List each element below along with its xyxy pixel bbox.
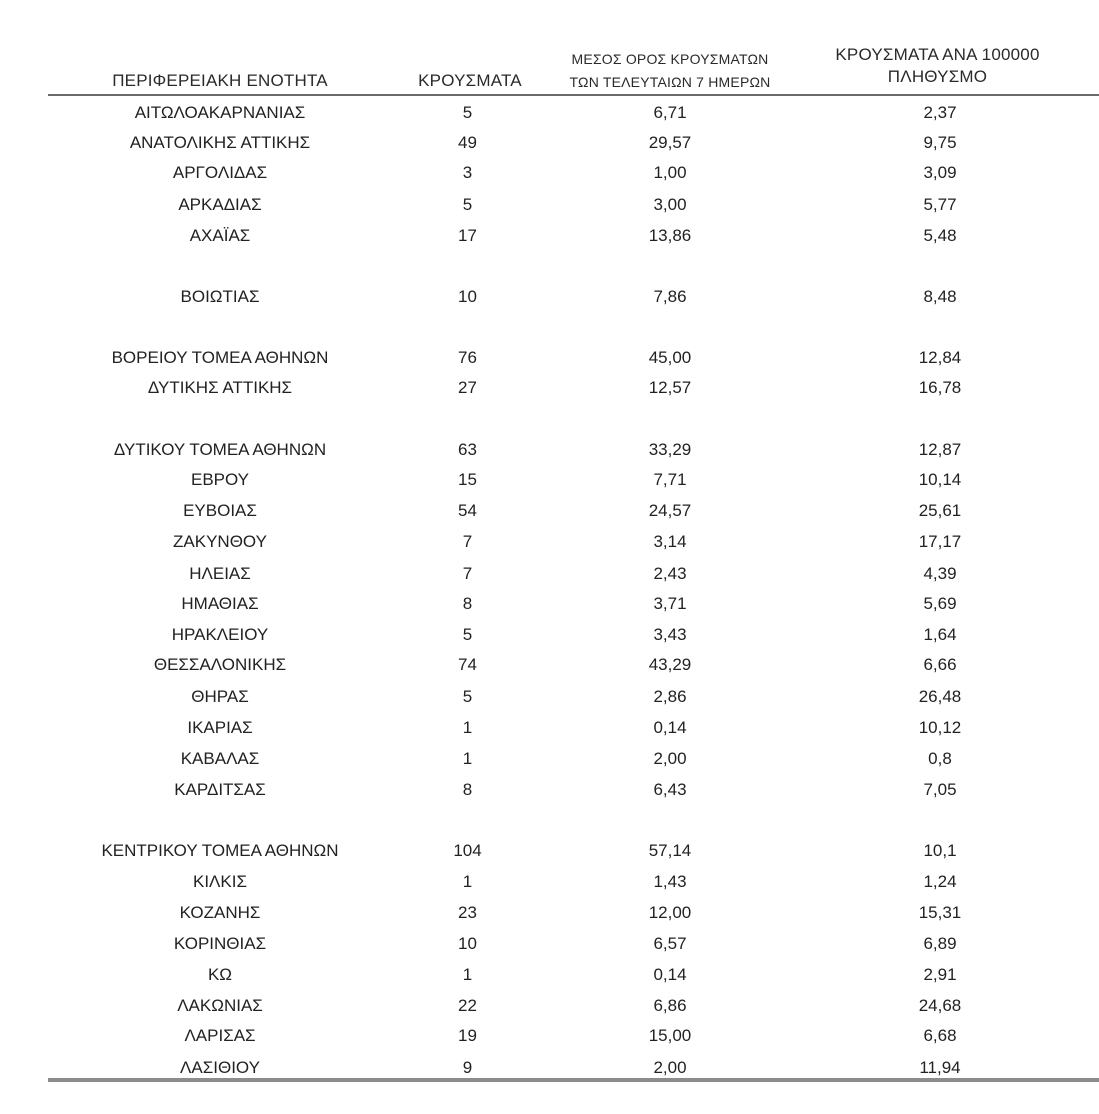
header-rate-line1: ΚΡΟΥΣΜΑΤΑ ΑΝΑ 100000 [835, 45, 1040, 64]
table-row [50, 100, 1090, 126]
cell-cases: 10 [458, 934, 477, 953]
cell-average: 12,00 [648, 903, 692, 922]
cell-region: ΑΝΑΤΟΛΙΚΗΣ ΑΤΤΙΚΗΣ [129, 133, 311, 152]
cell-rate: 12,84 [918, 348, 962, 367]
table-row [50, 993, 1090, 1019]
cell-average: 6,71 [653, 103, 687, 122]
cell-average: 3,00 [653, 195, 687, 214]
table-row [50, 869, 1090, 895]
header-average-line1: ΜΕΣΟΣ ΟΡΟΣ ΚΡΟΥΣΜΑΤΩΝ [571, 51, 769, 67]
table-row [50, 529, 1090, 555]
table-row [50, 498, 1090, 524]
cell-cases: 22 [458, 996, 477, 1015]
cell-average: 43,29 [648, 655, 692, 674]
cell-cases: 7 [462, 532, 473, 551]
cell-cases: 54 [458, 501, 477, 520]
cell-region: ΘΗΡΑΣ [191, 687, 249, 706]
cell-region: ΚΕΝΤΡΙΚΟΥ ΤΟΜΕΑ ΑΘΗΝΩΝ [101, 841, 339, 860]
table-row [50, 900, 1090, 926]
cell-rate: 1,24 [923, 872, 957, 891]
table-row [50, 652, 1090, 678]
cell-average: 1,00 [653, 163, 687, 182]
header-average [540, 48, 800, 94]
cell-cases: 74 [458, 655, 477, 674]
cell-region: ΕΒΡΟΥ [190, 470, 250, 489]
cell-average: 0,14 [653, 718, 687, 737]
cell-region: ΗΡΑΚΛΕΙΟΥ [171, 625, 269, 644]
cell-region: ΑΡΚΑΔΙΑΣ [178, 195, 262, 214]
cell-average: 33,29 [648, 440, 692, 459]
cell-rate: 6,89 [923, 934, 957, 953]
cell-average: 6,43 [653, 780, 687, 799]
cell-cases: 10 [458, 287, 477, 306]
table-row [50, 284, 1090, 310]
cell-region: ΑΙΤΩΛΟΑΚΑΡΝΑΝΙΑΣ [134, 103, 306, 122]
cell-region: ΗΛΕΙΑΣ [189, 564, 251, 583]
cell-average: 24,57 [648, 501, 692, 520]
cell-average: 3,43 [653, 625, 687, 644]
cell-region: ΘΕΣΣΑΛΟΝΙΚΗΣ [153, 655, 287, 674]
cell-region: ΖΑΚΥΝΘΟΥ [173, 532, 267, 551]
table-row [50, 192, 1090, 218]
cell-average: 7,86 [653, 287, 687, 306]
table-row [50, 467, 1090, 493]
table-row [50, 437, 1090, 463]
cell-cases: 5 [462, 687, 473, 706]
cell-rate: 17,17 [918, 532, 962, 551]
cell-cases: 3 [462, 163, 473, 182]
table-row [50, 130, 1090, 156]
cell-rate: 11,94 [919, 1058, 961, 1077]
cell-cases: 27 [458, 378, 477, 397]
cell-region: ΚΩ [207, 965, 233, 984]
cell-region: ΕΥΒΟΙΑΣ [183, 501, 257, 520]
cell-rate: 25,61 [918, 501, 962, 520]
cell-average: 2,86 [653, 687, 687, 706]
cell-region: ΙΚΑΡΙΑΣ [187, 718, 253, 737]
table-row [50, 931, 1090, 957]
header-region: ΠΕΡΙΦΕΡΕΙΑΚΗ ΕΝΟΤΗΤΑ [112, 71, 328, 90]
cell-cases: 9 [462, 1058, 473, 1077]
cell-rate: 7,05 [923, 780, 957, 799]
table-row [50, 746, 1090, 772]
cell-region: ΚΟΡΙΝΘΙΑΣ [173, 934, 267, 953]
cell-rate: 12,87 [918, 440, 962, 459]
cell-rate: 6,66 [923, 655, 957, 674]
cell-average: 2,00 [653, 749, 687, 768]
cell-rate: 4,39 [923, 564, 957, 583]
cell-region: ΔΥΤΙΚΟΥ ΤΟΜΕΑ ΑΘΗΝΩΝ [113, 440, 327, 459]
table-row [50, 715, 1090, 741]
cell-region: ΑΡΓΟΛΙΔΑΣ [172, 163, 268, 182]
table-row [50, 622, 1090, 648]
cell-average: 1,43 [653, 872, 687, 891]
table-row [50, 1023, 1090, 1049]
cell-rate: 24,68 [918, 996, 962, 1015]
header-rate-line2: ΠΛΗΘΥΣΜΟ [887, 67, 988, 86]
cell-region: ΗΜΑΘΙΑΣ [181, 594, 259, 613]
cell-rate: 8,48 [923, 287, 957, 306]
table-row [50, 684, 1090, 710]
table-row [50, 561, 1090, 587]
cell-cases: 5 [462, 103, 473, 122]
cell-region: ΚΙΛΚΙΣ [193, 872, 247, 891]
table-row [50, 223, 1090, 249]
cell-region: ΑΧΑΪΑΣ [189, 226, 251, 245]
cell-average: 0,14 [653, 965, 687, 984]
cell-average: 3,14 [653, 532, 687, 551]
cell-average: 45,00 [648, 348, 692, 367]
cell-region: ΚΑΡΔΙΤΣΑΣ [174, 780, 266, 799]
cell-average: 3,71 [653, 594, 687, 613]
cell-region: ΛΑΚΩΝΙΑΣ [177, 996, 263, 1015]
table-row [50, 591, 1090, 617]
table-row [50, 838, 1090, 864]
table-row [50, 777, 1090, 803]
cell-rate: 6,68 [923, 1026, 957, 1045]
cell-cases: 1 [462, 718, 473, 737]
table-row [50, 375, 1090, 401]
table-row [50, 160, 1090, 186]
header-cases: ΚΡΟΥΣΜΑΤΑ [418, 71, 522, 90]
cell-region: ΒΟΙΩΤΙΑΣ [180, 287, 260, 306]
cell-average: 12,57 [648, 378, 692, 397]
cell-average: 15,00 [648, 1026, 692, 1045]
cell-cases: 1 [462, 872, 473, 891]
table-row [50, 345, 1090, 371]
cell-average: 29,57 [648, 133, 692, 152]
cell-cases: 63 [458, 440, 477, 459]
cell-region: ΛΑΡΙΣΑΣ [184, 1026, 256, 1045]
cell-region: ΚΑΒΑΛΑΣ [180, 749, 260, 768]
cell-rate: 5,77 [923, 195, 957, 214]
cell-region: ΔΥΤΙΚΗΣ ΑΤΤΙΚΗΣ [147, 378, 293, 397]
cell-cases: 8 [462, 594, 473, 613]
cell-average: 2,43 [653, 564, 687, 583]
cell-rate: 15,31 [918, 903, 962, 922]
cell-cases: 49 [458, 133, 477, 152]
cell-cases: 5 [462, 625, 473, 644]
cell-rate: 3,09 [923, 163, 957, 182]
cell-average: 57,14 [648, 841, 692, 860]
header-average-line2: ΤΩΝ ΤΕΛΕΥΤΑΙΩΝ 7 ΗΜΕΡΩΝ [569, 74, 771, 90]
cell-rate: 26,48 [918, 687, 962, 706]
cell-average: 7,71 [653, 470, 687, 489]
cell-rate: 0,8 [928, 749, 952, 768]
cell-rate: 5,48 [923, 226, 957, 245]
table-row [50, 962, 1090, 988]
header-divider [48, 94, 1099, 96]
cell-cases: 76 [458, 348, 477, 367]
cell-cases: 15 [458, 470, 477, 489]
cell-cases: 1 [462, 965, 473, 984]
cell-region: ΒΟΡΕΙΟΥ ΤΟΜΕΑ ΑΘΗΝΩΝ [111, 348, 329, 367]
cell-cases: 23 [458, 903, 477, 922]
cell-cases: 17 [458, 226, 477, 245]
cell-rate: 2,91 [923, 965, 957, 984]
cell-cases: 19 [458, 1026, 477, 1045]
footer-divider [48, 1078, 1099, 1082]
cell-rate: 5,69 [923, 594, 957, 613]
cell-region: ΛΑΣΙΘΙΟΥ [180, 1058, 260, 1077]
cell-rate: 1,64 [923, 625, 957, 644]
cell-cases: 1 [462, 749, 473, 768]
cell-average: 13,86 [648, 226, 692, 245]
cell-rate: 10,14 [918, 470, 962, 489]
cell-average: 6,57 [653, 934, 687, 953]
cell-rate: 10,1 [923, 841, 957, 860]
cell-cases: 7 [462, 564, 473, 583]
cell-rate: 9,75 [923, 133, 957, 152]
cell-average: 6,86 [653, 996, 687, 1015]
cell-average: 2,00 [653, 1058, 687, 1077]
cell-rate: 2,37 [923, 103, 957, 122]
cell-cases: 8 [462, 780, 473, 799]
cell-region: ΚΟΖΑΝΗΣ [179, 903, 261, 922]
header-rate [800, 44, 1075, 88]
cell-cases: 104 [453, 841, 482, 860]
cell-rate: 10,12 [918, 718, 962, 737]
cell-cases: 5 [462, 195, 473, 214]
cell-rate: 16,78 [918, 378, 962, 397]
